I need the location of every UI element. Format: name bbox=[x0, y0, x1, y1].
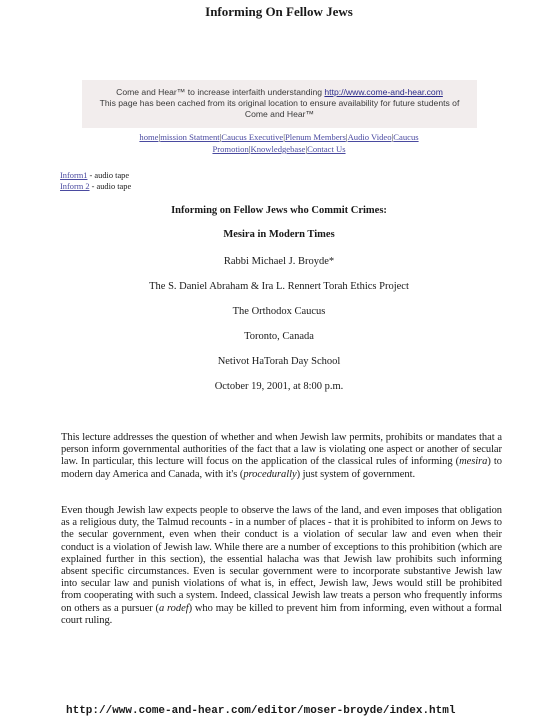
author: Rabbi Michael J. Broyde* bbox=[223, 256, 335, 267]
p1-text: ) just system of government. bbox=[296, 468, 416, 480]
lecture-date: October 19, 2001, at 8:00 p.m. bbox=[214, 381, 344, 392]
nav-caucus-promotion[interactable]: Caucus Promotion bbox=[212, 132, 419, 154]
organization: The Orthodox Caucus bbox=[232, 306, 326, 317]
venue: Netivot HaTorah Day School bbox=[217, 356, 341, 367]
nav-separator: | bbox=[219, 132, 222, 142]
p2-text: ) who may be killed to prevent him from informing, even without a formal court ruling. bbox=[61, 602, 503, 626]
banner-line-2: This page has been cached from its original location to ensure availability for future students of bbox=[99, 98, 460, 108]
p2-italic-rodef: a rodef bbox=[158, 602, 189, 614]
audio-link-inform2[interactable]: Inform 2 bbox=[60, 182, 90, 191]
nav-knowledgebase[interactable]: Knowledgebase bbox=[250, 144, 306, 154]
p1-text: ) to modern day America and Canada, with it's ( bbox=[61, 456, 502, 480]
banner-intro-text: Come and Hear™ to increase interfaith understanding bbox=[116, 87, 325, 97]
banner-line-1 bbox=[82, 87, 477, 98]
audio-suffix: - audio tape bbox=[87, 171, 130, 180]
page-title: Informing On Fellow Jews bbox=[205, 4, 353, 19]
nav-home[interactable]: home bbox=[139, 132, 159, 142]
nav-caucus-executive[interactable]: Caucus Executive bbox=[221, 132, 284, 142]
nav-separator: | bbox=[391, 132, 394, 142]
audio-suffix: - audio tape bbox=[89, 182, 132, 191]
nav-contact-us[interactable]: Contact Us bbox=[307, 144, 346, 154]
nav-separator: | bbox=[305, 144, 308, 154]
lecture-heading: Informing on Fellow Jews who Commit Crimes: bbox=[171, 205, 387, 216]
p1-italic-mesira: mesira bbox=[459, 456, 488, 468]
nav-plenum-members[interactable]: Plenum Members bbox=[284, 132, 346, 142]
come-and-hear-link[interactable]: http://www.come-and-hear.com bbox=[324, 87, 443, 97]
nav-separator: | bbox=[283, 132, 285, 142]
city: Toronto, Canada bbox=[244, 331, 314, 342]
p2-text: Even though Jewish law expects people to observe the laws of the land, and even imposes that obligation as a religious duty, the Talmud recounts - in a number of places - that it is prohibited to inform on Jews to the secular government, even when their conduct is a violation of secular law and even when their conduct is a violation of Jewish law. While there are a number of exceptions to this prohibition (which are explained further in this section), the essential halacha was that Jewish law prohibits such informing absent specific circumstances. Even is secular government were to incorporate substantive Jewish law into secular law and punish violations of what is, in effect, Jewish law, Jews would still be prohibited from cooperating with such a system. Indeed, classical Jewish law treats a person who frequently informs on others as a pursuer ( bbox=[61, 505, 502, 614]
nav-audio-video[interactable]: Audio Video bbox=[347, 132, 392, 142]
p1-italic-procedurally: procedurally bbox=[243, 468, 297, 480]
lecture-subheading: Mesira in Modern Times bbox=[223, 229, 335, 240]
paragraph-1 bbox=[61, 432, 502, 481]
nav-separator: | bbox=[345, 132, 348, 142]
source-url: http://www.come-and-hear.com/editor/moser-broyde/index.html bbox=[66, 705, 456, 717]
nav-separator: | bbox=[158, 132, 161, 142]
audio-link-inform1[interactable]: Inform1 bbox=[60, 171, 88, 180]
site-navigation bbox=[100, 131, 458, 155]
nav-mission-statement[interactable]: mission Statment bbox=[160, 132, 220, 142]
audio-item bbox=[60, 181, 131, 192]
project-name: The S. Daniel Abraham & Ira L. Rennert Torah Ethics Project bbox=[149, 281, 409, 292]
audio-item bbox=[60, 170, 131, 181]
banner-line-3: Come and Hear™ bbox=[244, 109, 315, 119]
nav-separator: | bbox=[248, 144, 251, 154]
paragraph-2 bbox=[61, 505, 502, 627]
cache-notice-banner bbox=[82, 80, 477, 128]
audio-links bbox=[60, 170, 131, 192]
p1-text: This lecture addresses the question of whether and when Jewish law permits, prohibits or mandates that a person inform governmental authorities of the fact that a law is violating one aspect or another of secular law. In particular, this lecture will focus on the application of the classical rules of informing ( bbox=[61, 432, 502, 468]
